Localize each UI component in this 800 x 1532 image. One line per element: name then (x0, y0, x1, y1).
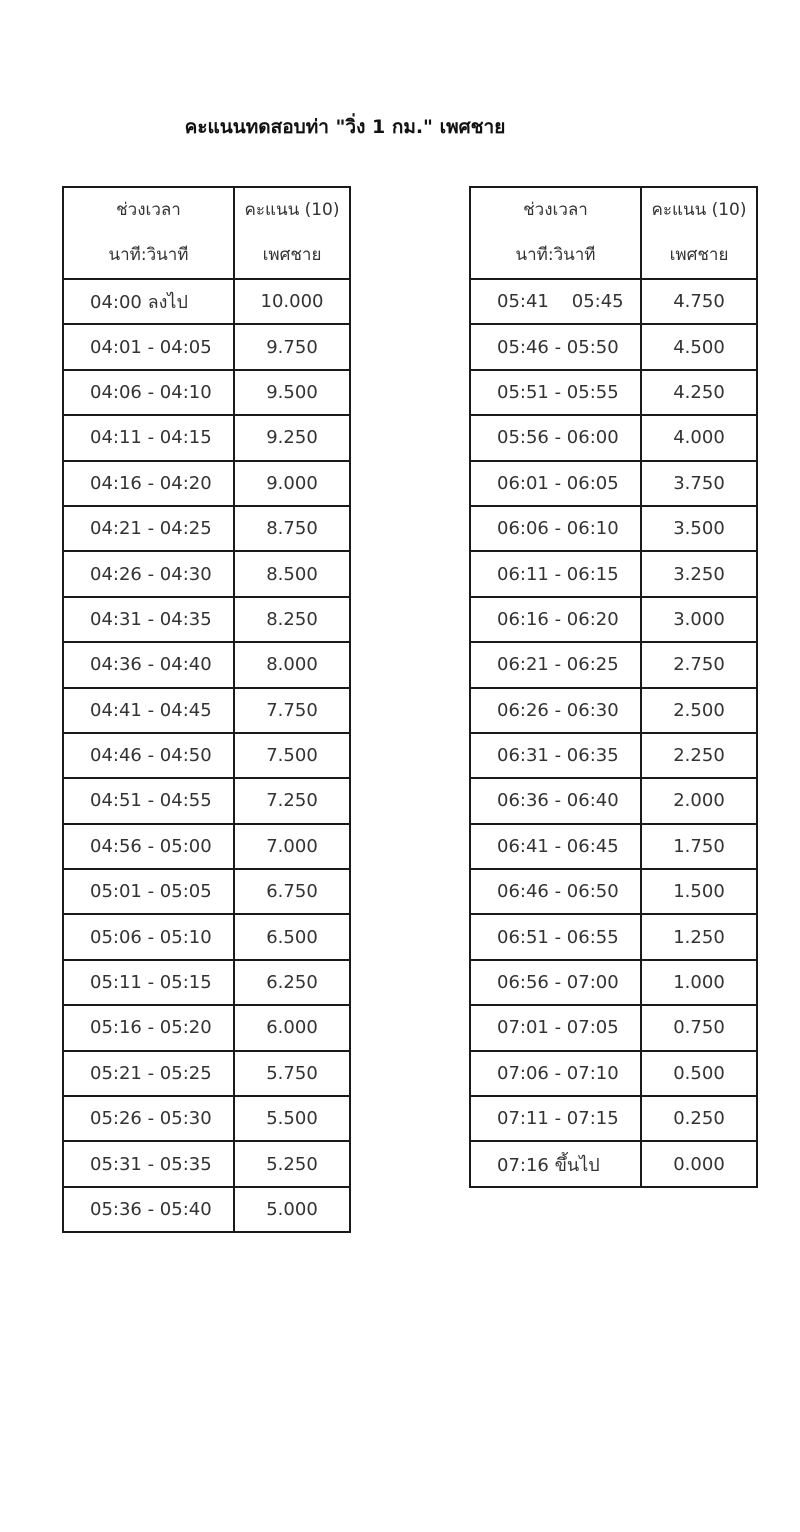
time-range-cell: 04:56 - 05:00 (63, 824, 234, 869)
time-range-cell: 04:06 - 04:10 (63, 370, 234, 415)
time-range-cell: 05:46 - 05:50 (470, 324, 641, 369)
score-header-label: คะแนน (10) (244, 200, 340, 220)
table-row (470, 960, 757, 1005)
table-row (63, 824, 350, 869)
table-row (63, 415, 350, 460)
time-range-cell: 05:26 - 05:30 (63, 1096, 234, 1141)
table-row (470, 1005, 757, 1050)
score-cell: 3.000 (641, 597, 757, 642)
score-cell: 2.750 (641, 642, 757, 687)
score-cell: 5.000 (234, 1187, 350, 1232)
table-row (63, 279, 350, 324)
score-cell: 3.250 (641, 551, 757, 596)
score-cell: 9.250 (234, 415, 350, 460)
time-range-cell: 05:56 - 06:00 (470, 415, 641, 460)
time-range-cell: 06:41 - 06:45 (470, 824, 641, 869)
table-row (470, 415, 757, 460)
table-row (470, 914, 757, 959)
time-range-cell: 06:31 - 06:35 (470, 733, 641, 778)
time-range-cell: 06:21 - 06:25 (470, 642, 641, 687)
table-row (63, 461, 350, 506)
time-range-cell: 05:01 - 05:05 (63, 869, 234, 914)
score-cell: 4.500 (641, 324, 757, 369)
table-row (63, 1096, 350, 1141)
score-header-gender: เพศชาย (262, 245, 322, 265)
table-row (63, 1005, 350, 1050)
time-range-cell: 04:11 - 04:15 (63, 415, 234, 460)
time-range-cell: 07:01 - 07:05 (470, 1005, 641, 1050)
score-cell: 1.250 (641, 914, 757, 959)
score-cell: 5.250 (234, 1141, 350, 1186)
table-row (470, 688, 757, 733)
table-row (470, 461, 757, 506)
table-row (470, 324, 757, 369)
table-row (63, 914, 350, 959)
score-cell: 8.750 (234, 506, 350, 551)
page-title: คะแนนทดสอบท่า "วิ่ง 1 กม." เพศชาย (184, 116, 506, 138)
table-row (470, 733, 757, 778)
score-cell: 8.500 (234, 551, 350, 596)
score-table-left (62, 186, 351, 1233)
time-range-cell: 06:36 - 06:40 (470, 778, 641, 823)
score-cell: 9.750 (234, 324, 350, 369)
time-range-cell: 04:16 - 04:20 (63, 461, 234, 506)
table-row (63, 1141, 350, 1186)
score-cell: 8.000 (234, 642, 350, 687)
score-cell: 4.250 (641, 370, 757, 415)
score-cell: 7.500 (234, 733, 350, 778)
score-cell: 0.000 (641, 1141, 757, 1186)
time-range-cell: 06:51 - 06:55 (470, 914, 641, 959)
table-row (470, 597, 757, 642)
score-cell: 5.500 (234, 1096, 350, 1141)
score-cell: 0.500 (641, 1051, 757, 1096)
table-row (470, 506, 757, 551)
table-row (63, 1051, 350, 1096)
table-row (470, 1141, 757, 1186)
score-table-left-body (63, 279, 350, 1232)
time-range-cell: 07:06 - 07:10 (470, 1051, 641, 1096)
score-cell: 0.250 (641, 1096, 757, 1141)
score-cell: 10.000 (234, 279, 350, 324)
time-range-cell: 05:11 - 05:15 (63, 960, 234, 1005)
score-cell: 0.750 (641, 1005, 757, 1050)
time-range-header (63, 187, 234, 279)
table-row (63, 324, 350, 369)
time-range-cell: 05:36 - 05:40 (63, 1187, 234, 1232)
time-range-cell: 05:21 - 05:25 (63, 1051, 234, 1096)
time-range-cell: 06:16 - 06:20 (470, 597, 641, 642)
score-table-right (469, 186, 758, 1188)
score-header (641, 187, 757, 279)
time-range-cell: 05:51 - 05:55 (470, 370, 641, 415)
table-row (63, 597, 350, 642)
score-table-right-body (470, 279, 757, 1187)
time-range-cell: 04:00 ลงไป (63, 279, 234, 324)
time-range-cell: 04:31 - 04:35 (63, 597, 234, 642)
table-row (63, 551, 350, 596)
time-range-cell: 05:06 - 05:10 (63, 914, 234, 959)
time-range-cell: 05:31 - 05:35 (63, 1141, 234, 1186)
table-row (63, 370, 350, 415)
table-row (470, 551, 757, 596)
time-range-cell: 04:26 - 04:30 (63, 551, 234, 596)
time-range-cell: 04:36 - 04:40 (63, 642, 234, 687)
score-cell: 9.500 (234, 370, 350, 415)
score-cell: 1.750 (641, 824, 757, 869)
table-row (63, 960, 350, 1005)
time-header-unit: นาที:วินาที (515, 245, 596, 265)
table-row (470, 279, 757, 324)
score-cell: 4.000 (641, 415, 757, 460)
time-range-cell: 07:16 ขึ้นไป (470, 1141, 641, 1186)
time-range-cell: 07:11 - 07:15 (470, 1096, 641, 1141)
table-row (63, 642, 350, 687)
table-row (63, 688, 350, 733)
time-range-cell: 06:11 - 06:15 (470, 551, 641, 596)
time-range-cell: 04:01 - 04:05 (63, 324, 234, 369)
table-row (470, 1096, 757, 1141)
score-cell: 2.000 (641, 778, 757, 823)
time-header-unit: นาที:วินาที (108, 245, 189, 265)
table-row (470, 642, 757, 687)
time-range-cell: 06:26 - 06:30 (470, 688, 641, 733)
score-header-gender: เพศชาย (669, 245, 729, 265)
score-cell: 2.500 (641, 688, 757, 733)
time-range-cell: 04:51 - 04:55 (63, 778, 234, 823)
table-row (63, 778, 350, 823)
table-row (470, 869, 757, 914)
table-row (63, 733, 350, 778)
score-cell: 7.250 (234, 778, 350, 823)
score-header (234, 187, 350, 279)
table-row (470, 370, 757, 415)
score-cell: 6.250 (234, 960, 350, 1005)
time-range-cell: 06:46 - 06:50 (470, 869, 641, 914)
time-range-header (470, 187, 641, 279)
score-cell: 1.500 (641, 869, 757, 914)
time-header-label: ช่วงเวลา (116, 200, 181, 220)
time-range-cell: 04:21 - 04:25 (63, 506, 234, 551)
table-row (470, 824, 757, 869)
score-cell: 5.750 (234, 1051, 350, 1096)
score-cell: 3.500 (641, 506, 757, 551)
time-range-cell: 05:41 05:45 (470, 279, 641, 324)
time-range-cell: 06:56 - 07:00 (470, 960, 641, 1005)
table-row (470, 1051, 757, 1096)
score-cell: 8.250 (234, 597, 350, 642)
time-range-cell: 04:41 - 04:45 (63, 688, 234, 733)
score-header-label: คะแนน (10) (651, 200, 747, 220)
time-range-cell: 04:46 - 04:50 (63, 733, 234, 778)
score-cell: 2.250 (641, 733, 757, 778)
time-header-label: ช่วงเวลา (523, 200, 588, 220)
table-row (63, 1187, 350, 1232)
score-cell: 7.000 (234, 824, 350, 869)
table-header-row (63, 187, 350, 279)
table-row (63, 869, 350, 914)
score-cell: 6.750 (234, 869, 350, 914)
score-cell: 3.750 (641, 461, 757, 506)
score-cell: 6.500 (234, 914, 350, 959)
time-range-cell: 06:01 - 06:05 (470, 461, 641, 506)
score-cell: 9.000 (234, 461, 350, 506)
table-header-row (470, 187, 757, 279)
score-cell: 6.000 (234, 1005, 350, 1050)
score-cell: 4.750 (641, 279, 757, 324)
score-cell: 1.000 (641, 960, 757, 1005)
table-row (470, 778, 757, 823)
time-range-cell: 05:16 - 05:20 (63, 1005, 234, 1050)
table-row (63, 506, 350, 551)
score-cell: 7.750 (234, 688, 350, 733)
time-range-cell: 06:06 - 06:10 (470, 506, 641, 551)
